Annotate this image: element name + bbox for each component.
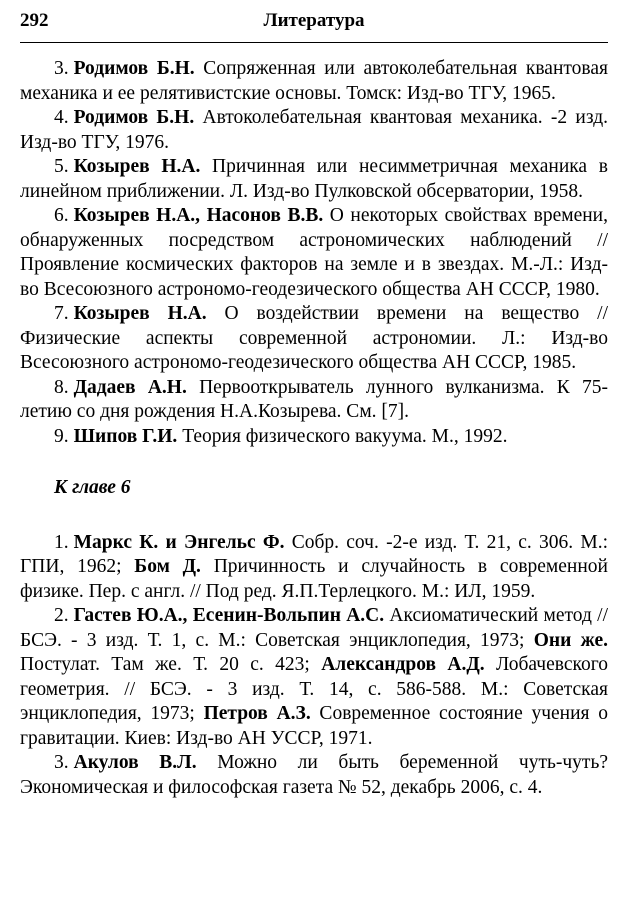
reference-number: 3. bbox=[54, 752, 69, 773]
reference-entry bbox=[20, 155, 608, 204]
reference-entry bbox=[20, 302, 608, 376]
reference-text: О воздействии времени на вещество // Физические аспекты современной астрономии. Л.: Изд-во Всесоюзного астрономо-геодезического общества АН СССР, 1985. bbox=[20, 303, 608, 373]
reference-text: Можно ли быть беременной чуть-чуть? Экономическая и философская газета № 52, декабрь 2006, с. 4. bbox=[20, 752, 609, 798]
reference-author: Бом Д. bbox=[134, 556, 201, 577]
reference-author: Козырев Н.А. bbox=[73, 303, 207, 324]
reference-entry bbox=[20, 531, 608, 605]
running-header bbox=[20, 10, 608, 36]
reference-text: Лобачевского геометрия. // БСЭ. - 3 изд. Т. 14, с. 586-588. М.: Советская энциклопедия, 1973; bbox=[20, 654, 608, 724]
reference-text: Теория физического вакуума. М., 1992. bbox=[177, 425, 508, 447]
reference-text: Причинность и случайность в современной физике. Пер. с англ. // Под ред. Я.П.Терлецкого. М.: ИЛ, 1959. bbox=[20, 556, 608, 602]
reference-entry bbox=[20, 604, 608, 751]
reference-entry bbox=[20, 57, 608, 106]
reference-text: Первооткрыватель лунного вулканизма. К 75-летию со дня рождения Н.А.Козырева. См. [7]. bbox=[20, 376, 609, 422]
reference-number: 6. bbox=[54, 205, 69, 226]
reference-number: 7. bbox=[54, 303, 69, 324]
reference-text: Аксиоматический метод // БСЭ. - 3 изд. Т. 1, с. М.: Советская энциклопедия, 1973; bbox=[20, 605, 608, 651]
page-number: 292 bbox=[20, 10, 49, 31]
reference-text: Современное состояние учения о гравитации. Киев: Изд-во АН УССР, 1971. bbox=[20, 703, 608, 749]
bibliography-body bbox=[20, 57, 608, 800]
reference-text: О некоторых свойствах времени, обнаруженных посредством астрономических наблюдений // Проявление космических факторов на земле и в звездах. М.-Л.: Изд-во Всесоюзного астрономо-геодезического общества АН СССР, 1980. bbox=[20, 205, 608, 300]
reference-list-chapter-5 bbox=[20, 57, 608, 449]
reference-author: Козырев Н.А., Насонов В.В. bbox=[73, 205, 324, 226]
reference-number: 5. bbox=[54, 156, 69, 177]
reference-entry bbox=[20, 204, 608, 302]
reference-text: Собр. соч. -2-е изд. Т. 21, с. 306. М.: ГПИ, 1962; bbox=[20, 531, 608, 577]
reference-author: Дадаев А.Н. bbox=[73, 376, 187, 398]
reference-author: Петров А.З. bbox=[203, 703, 311, 724]
reference-entry bbox=[20, 425, 608, 450]
reference-author: Родимов Б.Н. bbox=[73, 58, 195, 79]
reference-number: 1. bbox=[54, 531, 69, 553]
reference-number: 4. bbox=[54, 107, 69, 128]
page bbox=[20, 10, 608, 800]
reference-number: 9. bbox=[54, 425, 69, 447]
reference-entry bbox=[20, 106, 608, 155]
reference-author: Александров А.Д. bbox=[321, 654, 485, 675]
reference-author: Акулов В.Л. bbox=[73, 752, 197, 773]
reference-author: Гастев Ю.А., Есенин-Вольпин А.С. bbox=[73, 605, 385, 626]
reference-number: 8. bbox=[54, 376, 69, 398]
reference-author: Шипов Г.И. bbox=[73, 425, 178, 447]
reference-entry bbox=[20, 376, 608, 425]
reference-author: Козырев Н.А. bbox=[73, 156, 201, 177]
header-rule bbox=[20, 42, 608, 43]
reference-text: Причинная или несимметричная механика в линейном приближении. Л. Изд-во Пулковской обсерватории, 1958. bbox=[20, 156, 608, 202]
reference-number: 3. bbox=[54, 58, 69, 79]
reference-text: Сопряженная или автоколебательная квантовая механика и ее релятивистские основы. Томск: Изд-во ТГУ, 1965. bbox=[20, 58, 608, 104]
section-title: К главе 6 bbox=[54, 477, 131, 498]
reference-text: Автоколебательная квантовая механика. -2 изд. Изд-во ТГУ, 1976. bbox=[20, 107, 608, 153]
reference-number: 2. bbox=[54, 605, 69, 626]
reference-text: Постулат. Там же. Т. 20 с. 423; bbox=[20, 654, 322, 675]
running-title: Литература bbox=[263, 10, 365, 31]
reference-list-chapter-6 bbox=[20, 531, 608, 801]
reference-author: Маркс К. и Энгельс Ф. bbox=[73, 531, 285, 553]
reference-author: Они же. bbox=[533, 629, 608, 651]
reference-entry bbox=[20, 751, 608, 800]
reference-author: Родимов Б.Н. bbox=[73, 107, 195, 128]
